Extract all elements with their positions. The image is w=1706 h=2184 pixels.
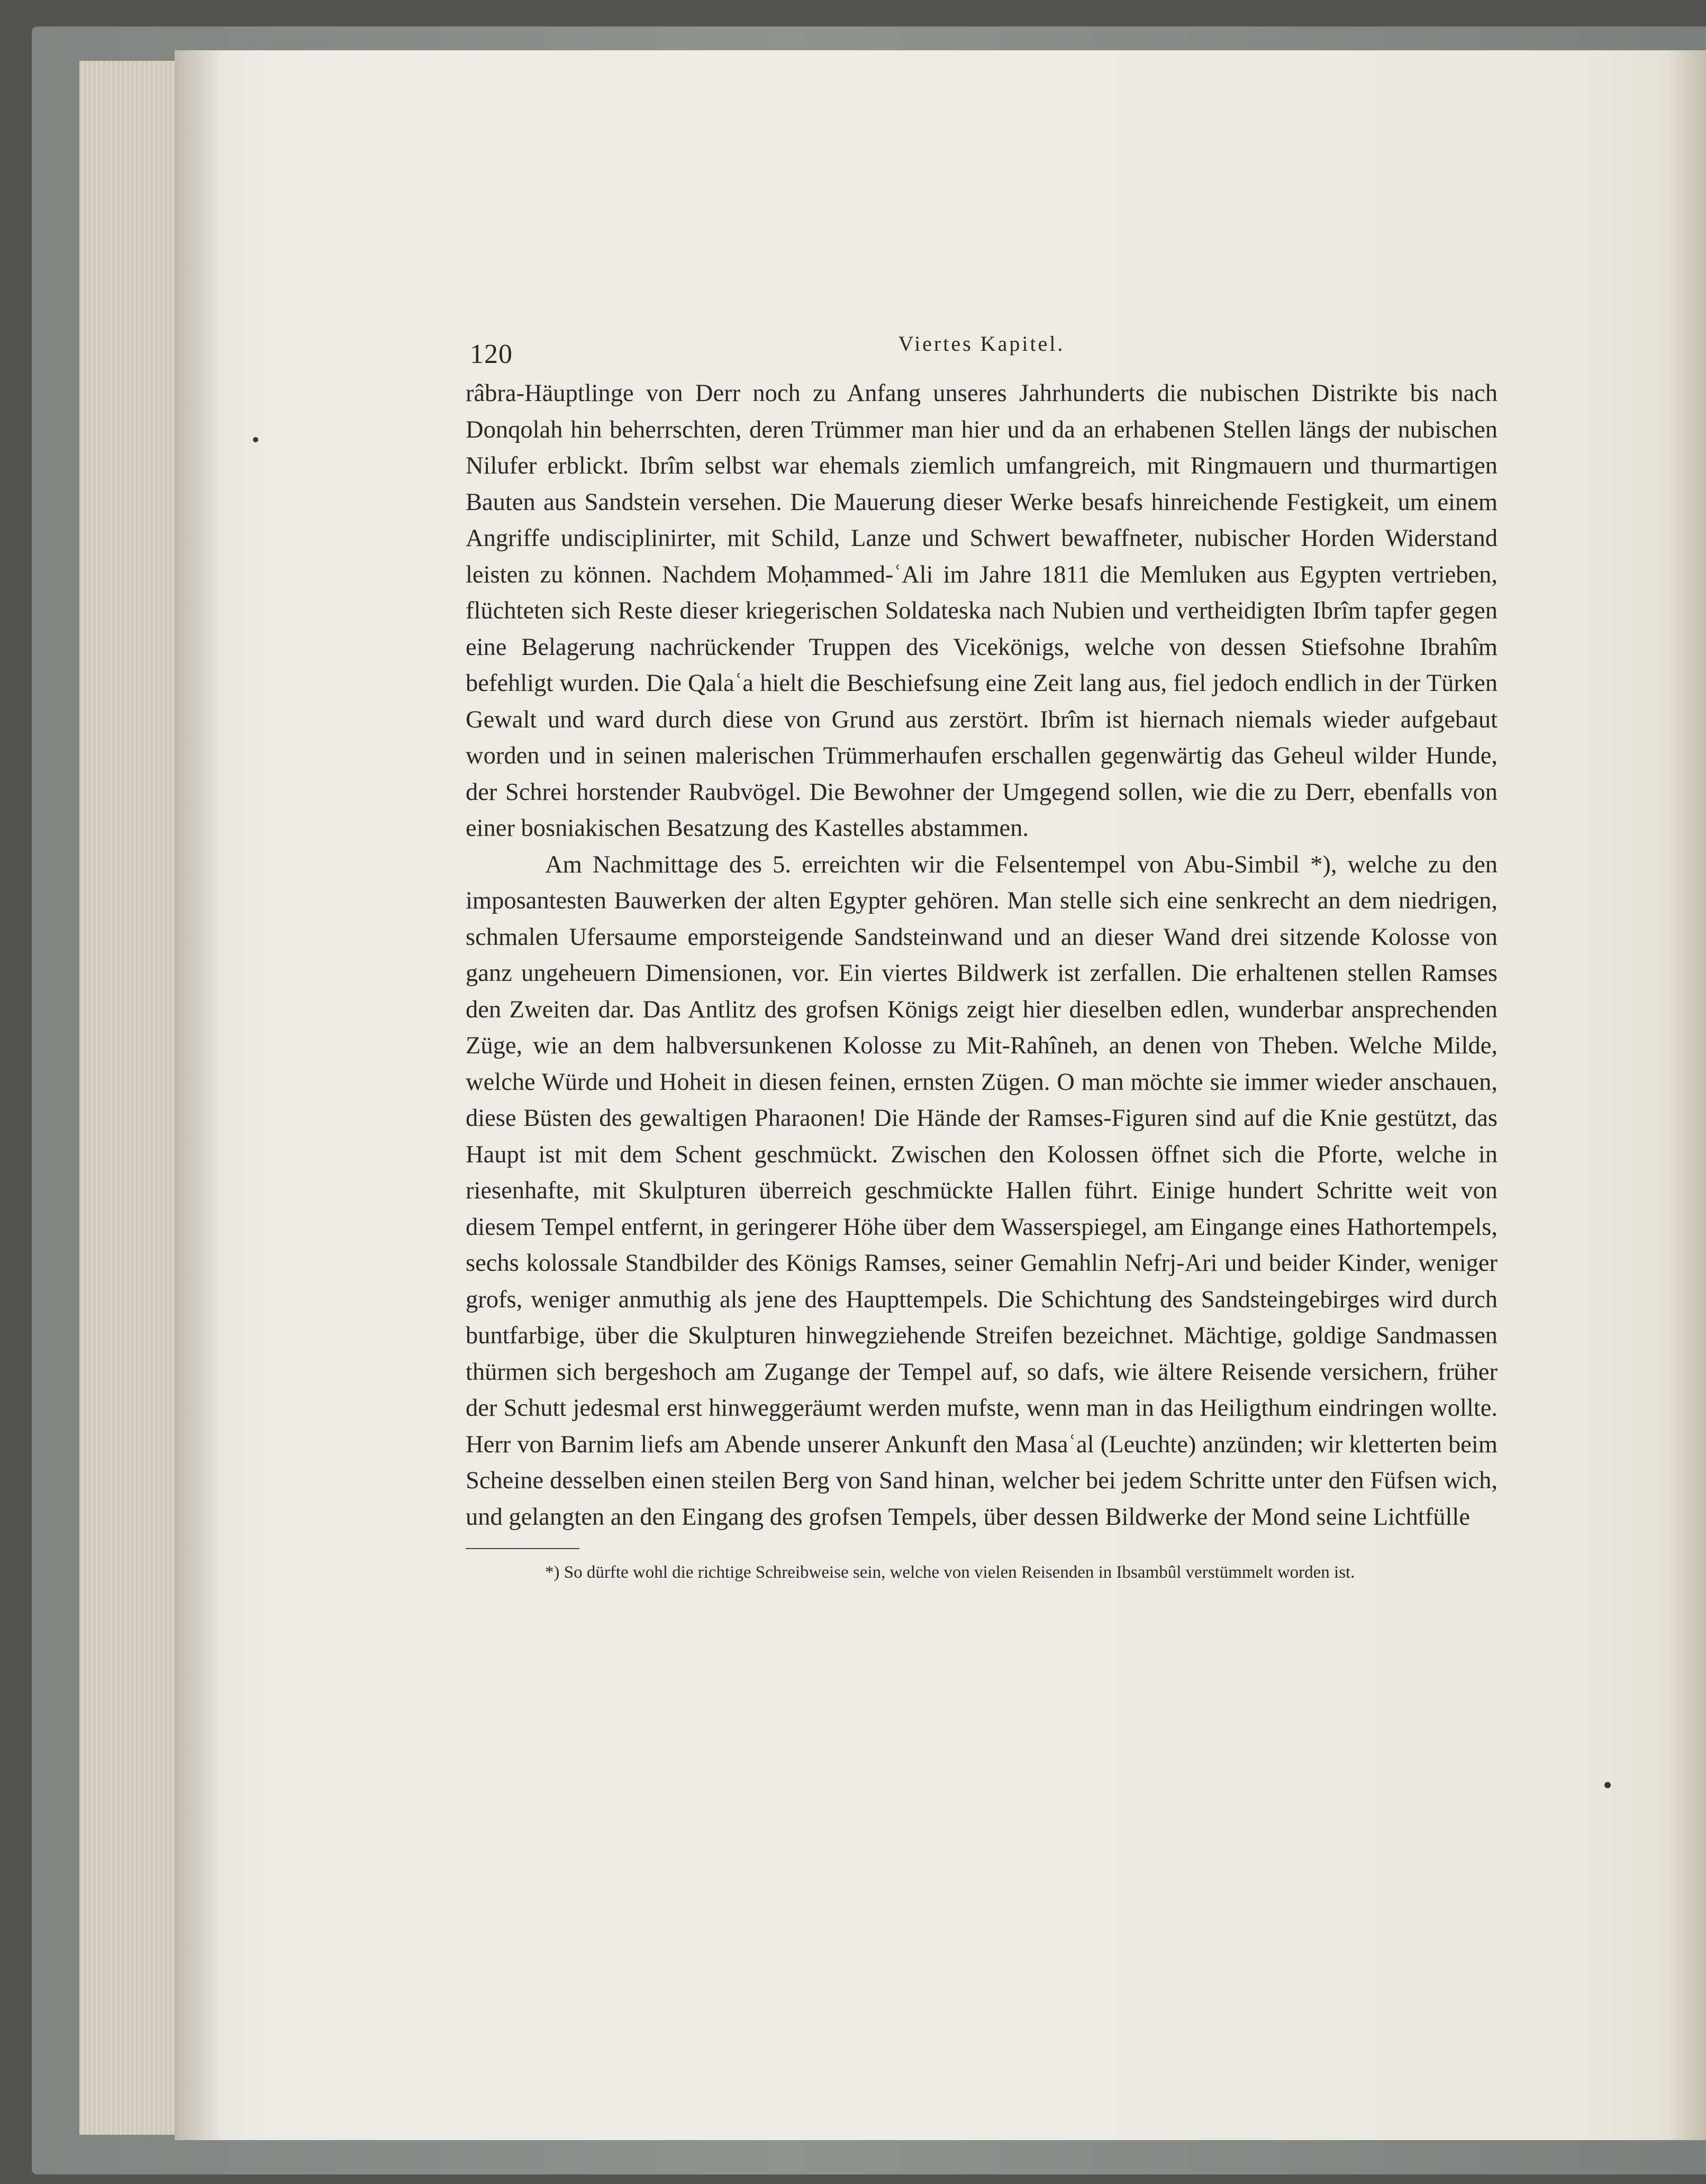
chapter-title: Viertes Kapitel. (898, 332, 1065, 356)
ink-speck (253, 437, 258, 442)
ink-speck (1604, 1782, 1611, 1788)
running-head (466, 328, 1498, 376)
page-right-edge (1667, 50, 1706, 2140)
footnote-divider (466, 1548, 579, 1549)
body-text (466, 376, 1498, 1535)
page-number: 120 (470, 339, 513, 369)
gutter-shadow (175, 50, 222, 2140)
paragraph-1: râbra-Häuptlinge von Derr noch zu Anfang unseres Jahrhunderts die nubischen Distrikte bis nach Donqolah hin beherrschten, deren Trümmer man hier und da an erhabenen Stellen längs der nubischen Nilufer erblickt. Ibrîm selbst war ehemals ziemlich umfangreich, mit Ringmauern und thurmartigen Bauten aus Sandstein versehen. Die Mauerung dieser Werke besafs hinreichende Festigkeit, um einem Angriffe undisciplinirter, mit Schild, Lanze und Schwert bewaffneter, nubischer Horden Widerstand leisten zu können. Nachdem Moḥammed-ʿAli im Jahre 1811 die Memluken aus Egypten vertrieben, flüchteten sich Reste dieser kriegerischen Soldateska nach Nubien und vertheidigten Ibrîm tapfer gegen eine Belagerung nachrückender Truppen des Vicekönigs, welche von dessen Stiefsohne Ibrahîm befehligt wurden. Die Qalaʿa hielt die Beschiefsung eine Zeit lang aus, fiel jedoch endlich in der Türken Gewalt und ward durch diese von Grund aus zerstört. Ibrîm ist hiernach niemals wieder aufgebaut worden und in seinen malerischen Trümmerhaufen erschallen gegenwärtig das Geheul wilder Hunde, der Schrei horstender Raubvögel. Die Bewohner der Umgegend sollen, wie die zu Derr, ebenfalls von einer bosniakischen Besatzung des Kastelles abstammen. (466, 380, 1498, 842)
footnote: *) So dürfte wohl die richtige Schreibweise sein, welche von vielen Reisenden in Ibsambûl verstümmelt worden ist. (545, 1563, 1355, 1582)
text-block (466, 328, 1498, 1585)
paragraph-2: Am Nachmittage des 5. erreichten wir die Felsentempel von Abu-Simbil *), welche zu den imposantesten Bauwerken der alten Egypter gehören. Man stelle sich eine senkrecht an dem niedrigen, schmalen Ufersaume emporsteigende Sandsteinwand und an dieser Wand drei sitzende Kolosse von ganz ungeheuern Dimensionen, vor. Ein viertes Bildwerk ist zerfallen. Die erhaltenen stellen Ramses den Zweiten dar. Das Antlitz des grofsen Königs zeigt hier dieselben edlen, wunderbar ansprechenden Züge, wie an dem halbversunkenen Kolosse zu Mit-Rahîneh, an denen von Theben. Welche Milde, welche Würde und Hoheit in diesen feinen, ernsten Zügen. O man möchte sie immer wieder anschauen, diese Büsten des gewaltigen Pharaonen! Die Hände der Ramses-Figuren sind auf die Knie gestützt, das Haupt ist mit dem Schent geschmückt. Zwischen den Kolossen öffnet sich die Pforte, welche in riesenhafte, mit Skulpturen überreich geschmückte Hallen führt. Einige hundert Schritte weit von diesem Tempel entfernt, in geringerer Höhe über dem Wasserspiegel, am Eingange eines Hathortempels, sechs kolossale Standbilder des Königs Ramses, seiner Gemahlin Nefrj-Ari und beider Kinder, weniger grofs, weniger anmuthig als jene des Haupttempels. Die Schichtung des Sandsteingebirges wird durch buntfarbige, über die Skulpturen hinwegziehende Streifen bezeichnet. Mächtige, goldige Sandmassen thürmen sich bergeshoch am Zugange der Tempel auf, so dafs, wie ältere Reisende versichern, früher der Schutt jedesmal erst hinweggeräumt werden mufste, wenn man in das Heiligthum eindringen wollte. Herr von Barnim liefs am Abende unserer Ankunft den Masaʿal (Leuchte) anzünden; wir kletterten beim Scheine desselben einen steilen Berg von Sand hinan, welcher bei jedem Schritte unter den Füfsen wich, und gelangten an den Eingang des grofsen Tempels, über dessen Bildwerke der Mond seine Lichtfülle (466, 851, 1498, 1531)
